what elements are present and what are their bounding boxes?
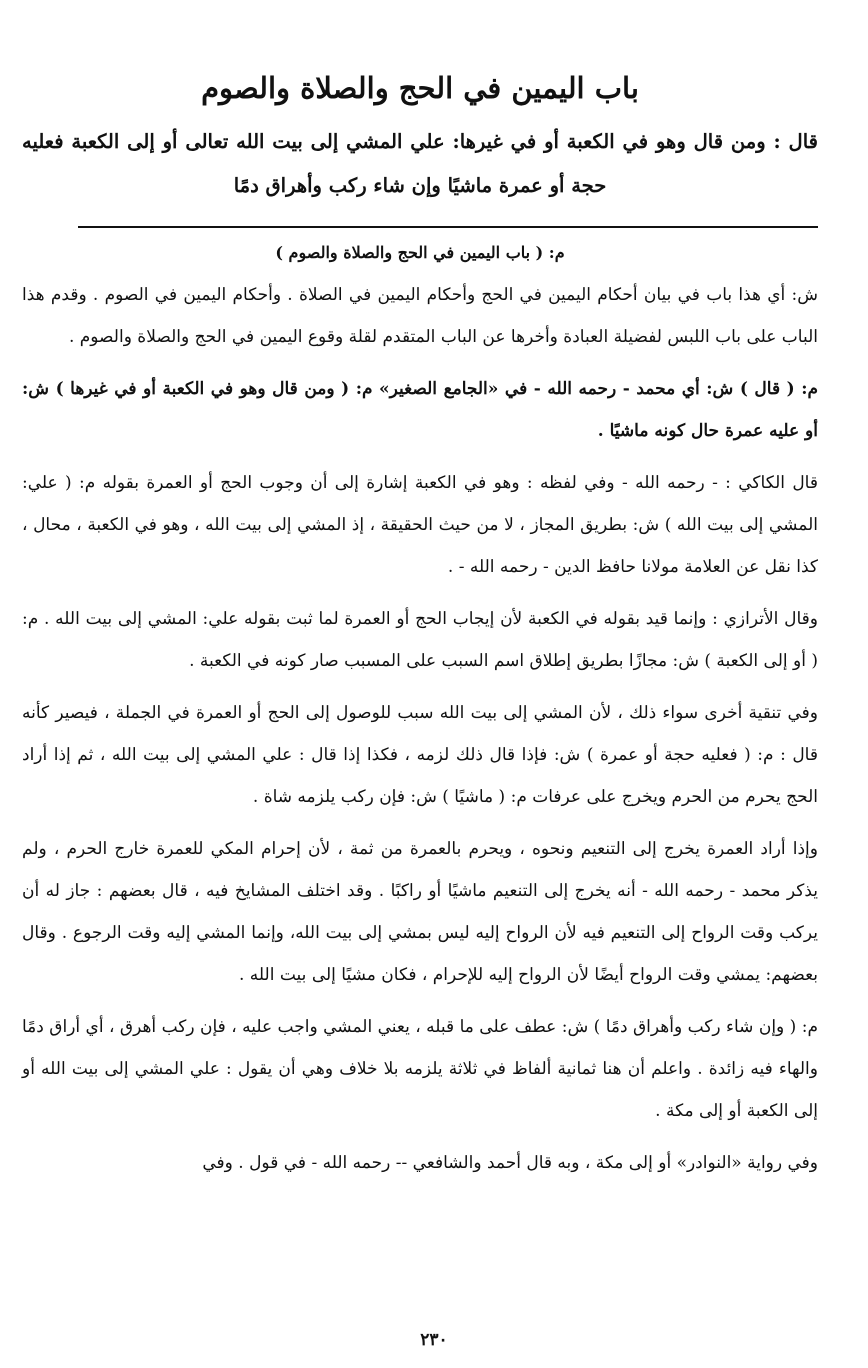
paragraph-6: وإذا أراد العمرة يخرج إلى التنعيم ونحوه ، ويحرم بالعمرة من ثمة ، لأن إحرام المكي للعمرة خارج الحرم ، ولم يذكر محمد - رحمه الله - أنه يخرج إلى التنعيم ماشيًا أو راكبًا . وقد اختلف المشايخ فيه ، قال بعضهم : جاز له أن يركب وقت الرواح إلى التنعيم فيه لأن الرواح إليه ليس بمشي إلى بيت الله، وإنما المشي إليه وقت الرجوع . وقال بعضهم: يمشي وقت الرواح أيضًا لأن الرواح إليه للإحرام ، فكان مشيًا إلى بيت الله . [22,839,818,985]
commentary-heading: م: ( باب اليمين في الحج والصلاة والصوم ) [275,243,565,262]
paragraph-2 [22,368,818,452]
paragraph-5: وفي تنقية أخرى سواء ذلك ، لأن المشي إلى بيت الله سبب للوصول إلى الحج أو العمرة في الجملة ، فيصير كأنه قال : م: ( فعليه حجة أو عمرة ) ش: فإذا قال ذلك لزمه ، فكذا إذا قال : علي المشي إلى بيت الله ، ثم إذا أراد الحج يحرم من الحرم ويخرج على عرفات م: ( ماشيًا ) ش: فإن ركب يلزمه شاة . [22,703,818,807]
paragraph-7: م: ( وإن شاء ركب وأهراق دمًا ) ش: عطف على ما قبله ، يعني المشي واجب عليه ، فإن ركب أهرق ، أي أراق دمًا والهاء فيه زائدة . واعلم أن هنا ثمانية ألفاظ في ثلاثة يلزمه بلا خلاف وهي أن يقول : علي المشي إلى بيت الله أو إلى الكعبة أو إلى مكة . [22,1017,818,1121]
divider [78,226,818,228]
page-number: ٢٣٠ [420,1330,448,1350]
matn-text: قال : ومن قال وهو في الكعبة أو في غيرها: علي المشي إلى بيت الله تعالى أو إلى الكعبة فعليه حجة أو عمرة ماشيًا وإن شاء ركب وأهراق دمًا [22,130,818,197]
paragraph-8: وفي رواية «النوادر» أو إلى مكة ، وبه قال أحمد والشافعي -- رحمه الله - في قول . وفي [202,1153,818,1173]
paragraph-3: قال الكاكي : - رحمه الله - وفي لفظه : وهو في الكعبة إشارة إلى أن وجوب الحج أو العمرة بقوله م: ( علي: المشي إلى بيت الله ) ش: بطريق المجاز ، لا من حيث الحقيقة ، إذ المشي إلى بيت الله ، وهو في الكعبة ، محال ، كذا نقل عن العلامة مولانا حافظ الدين - رحمه الله - . [22,473,818,577]
paragraph-4: وقال الأترازي : وإنما قيد بقوله في الكعبة لأن إيجاب الحج أو العمرة لما ثبت بقوله علي: المشي إلى بيت الله . م: ( أو إلى الكعبة ) ش: مجازًا بطريق إطلاق اسم السبب على المسبب صار كونه في الكعبة . [22,609,818,671]
paragraph-1: ش: أي هذا باب في بيان أحكام اليمين في الحج وأحكام اليمين في الصلاة . وأحكام اليمين في الصوم . وقدم هذا الباب على باب اللبس لفضيلة العبادة وأخرها عن الباب المتقدم لقلة وقوع اليمين في الحج والصلاة والصوم . [22,285,818,347]
chapter-title: باب اليمين في الحج والصلاة والصوم [201,71,639,105]
paragraph-2-bold: م: ( قال ) ش: أي محمد - رحمه الله - في «الجامع الصغير» م: ( ومن قال وهو في الكعبة أو في غيرها ) ش: أو عليه عمرة حال كونه ماشيًا . [22,379,818,441]
